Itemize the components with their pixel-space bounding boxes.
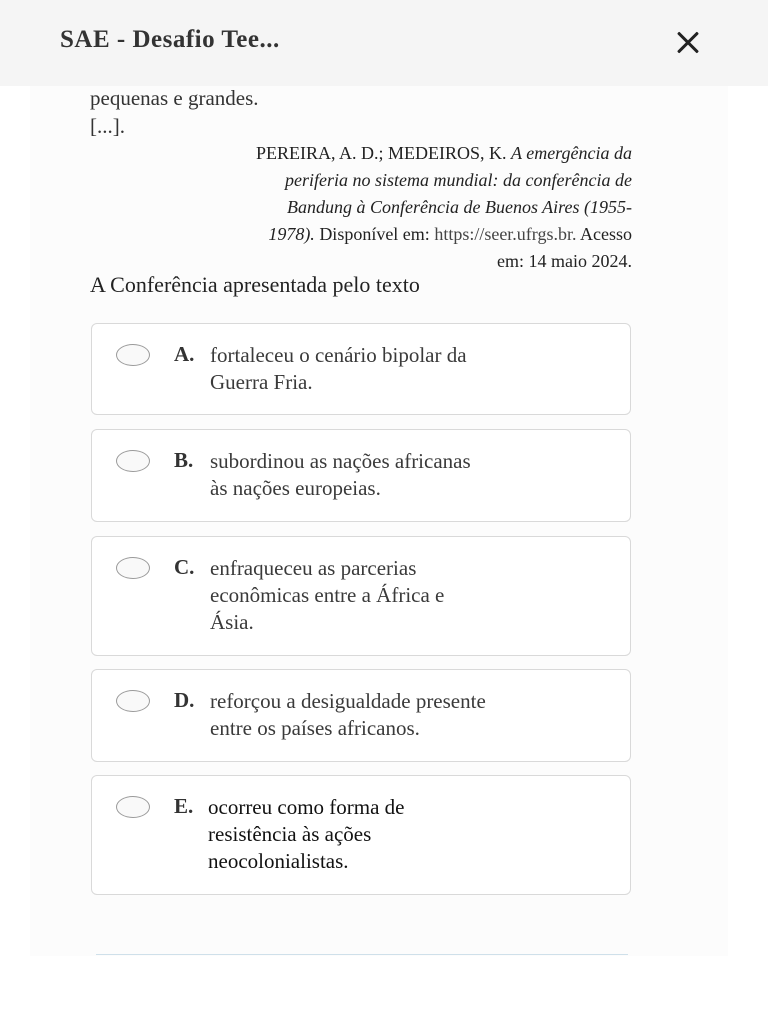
option-e[interactable] xyxy=(91,775,631,895)
option-text-line: entre os países africanos. xyxy=(210,716,420,740)
citation-line-5 xyxy=(90,248,632,275)
radio-button[interactable] xyxy=(116,344,150,366)
radio-button[interactable] xyxy=(116,557,150,579)
option-text-line: Ásia. xyxy=(210,610,254,634)
option-b[interactable] xyxy=(91,429,631,522)
option-text-line: resistência às ações xyxy=(208,822,372,846)
question-stem: A Conferência apresentada pelo texto xyxy=(90,272,420,297)
option-text-line: subordinou as nações africanas xyxy=(210,449,471,473)
option-text xyxy=(210,555,620,636)
radio-button[interactable] xyxy=(116,796,150,818)
option-text-line: enfraqueceu as parcerias xyxy=(210,556,417,580)
option-letter: B. xyxy=(174,448,194,472)
option-text-line: neocolonialistas. xyxy=(208,849,349,873)
citation-title: Bandung à Conferência de Buenos Aires (1955- xyxy=(287,197,632,217)
option-c[interactable] xyxy=(91,536,631,656)
option-text-line: reforçou a desigualdade presente xyxy=(210,689,486,713)
option-text-line: fortaleceu o cenário bipolar da xyxy=(210,343,467,367)
citation xyxy=(90,140,632,275)
divider xyxy=(96,954,628,955)
option-letter: D. xyxy=(174,688,195,712)
passage-line: pequenas e grandes. xyxy=(90,86,259,110)
option-text-line: ocorreu como forma de xyxy=(208,795,405,819)
citation-line-1 xyxy=(90,140,632,167)
radio-button[interactable] xyxy=(116,450,150,472)
option-text xyxy=(210,342,620,396)
citation-title: periferia no sistema mundial: da conferência de xyxy=(285,170,632,190)
app-header xyxy=(0,0,768,86)
option-letter: E. xyxy=(174,794,194,818)
option-text xyxy=(210,688,620,742)
close-icon[interactable] xyxy=(668,22,708,62)
radio-button[interactable] xyxy=(116,690,150,712)
option-text-line: econômicas entre a África e xyxy=(210,583,445,607)
citation-line-3 xyxy=(90,194,632,221)
page-title: SAE - Desafio Tee... xyxy=(60,26,280,53)
citation-authors: PEREIRA, A. D.; MEDEIROS, K. xyxy=(256,143,507,163)
option-letter: C. xyxy=(174,555,195,579)
citation-access-label: Acesso xyxy=(580,224,632,244)
option-text xyxy=(208,794,618,875)
option-letter: A. xyxy=(174,342,195,366)
citation-line-4 xyxy=(90,221,632,248)
option-d[interactable] xyxy=(91,669,631,762)
option-a[interactable] xyxy=(91,323,631,415)
option-text xyxy=(210,448,620,502)
citation-access-date: em: 14 maio 2024. xyxy=(497,251,632,271)
citation-available-label: Disponível em: xyxy=(319,224,430,244)
citation-title: 1978). xyxy=(268,224,315,244)
passage-ellipsis: [...]. xyxy=(90,114,125,138)
citation-title: A emergência da xyxy=(511,143,632,163)
citation-line-2 xyxy=(90,167,632,194)
option-text-line: Guerra Fria. xyxy=(210,370,313,394)
option-text-line: às nações europeias. xyxy=(210,476,381,500)
citation-url[interactable]: https://seer.ufrgs.br. xyxy=(434,224,577,244)
